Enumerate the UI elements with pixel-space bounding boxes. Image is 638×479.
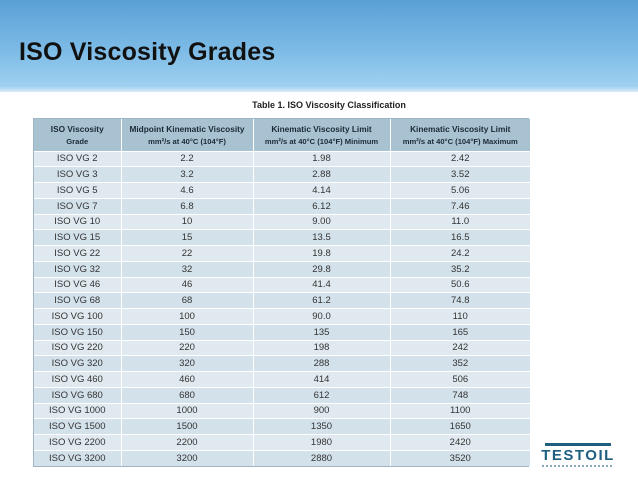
cell-grade: ISO VG 2200	[34, 435, 121, 451]
cell-maximum: 35.2	[390, 261, 530, 277]
header-row-2	[34, 135, 530, 151]
title-bar	[0, 0, 638, 92]
table-row	[34, 261, 530, 277]
cell-maximum: 242	[390, 340, 530, 356]
cell-maximum: 5.06	[390, 183, 530, 199]
cell-midpoint: 6.8	[121, 198, 253, 214]
viscosity-table	[34, 119, 530, 466]
logo-text: TESTOIL	[541, 447, 615, 464]
table-row	[34, 356, 530, 372]
cell-minimum: 61.2	[253, 293, 390, 309]
table-row	[34, 403, 530, 419]
cell-minimum: 4.14	[253, 183, 390, 199]
cell-minimum: 1350	[253, 419, 390, 435]
table-row	[34, 293, 530, 309]
cell-maximum: 16.5	[390, 230, 530, 246]
cell-grade: ISO VG 2	[34, 151, 121, 167]
cell-minimum: 2.88	[253, 167, 390, 183]
header-maximum-unit: mm²/s at 40°C (104°F) Maximum	[390, 135, 530, 151]
cell-midpoint: 320	[121, 356, 253, 372]
cell-midpoint: 680	[121, 387, 253, 403]
table-row	[34, 183, 530, 199]
cell-midpoint: 100	[121, 309, 253, 325]
cell-midpoint: 22	[121, 246, 253, 262]
cell-minimum: 2880	[253, 450, 390, 466]
cell-midpoint: 32	[121, 261, 253, 277]
cell-grade: ISO VG 1000	[34, 403, 121, 419]
header-minimum-unit: mm²/s at 40°C (104°F) Minimum	[253, 135, 390, 151]
header-row-1	[34, 119, 530, 135]
cell-maximum: 110	[390, 309, 530, 325]
cell-minimum: 90.0	[253, 309, 390, 325]
slide-title: ISO Viscosity Grades	[19, 38, 276, 66]
cell-midpoint: 3.2	[121, 167, 253, 183]
cell-minimum: 9.00	[253, 214, 390, 230]
cell-minimum: 1.98	[253, 151, 390, 167]
header-grade: ISO Viscosity	[34, 119, 121, 135]
table-row	[34, 340, 530, 356]
cell-minimum: 19.8	[253, 246, 390, 262]
cell-grade: ISO VG 46	[34, 277, 121, 293]
cell-midpoint: 2.2	[121, 151, 253, 167]
cell-grade: ISO VG 320	[34, 356, 121, 372]
cell-midpoint: 15	[121, 230, 253, 246]
cell-midpoint: 150	[121, 324, 253, 340]
cell-minimum: 41.4	[253, 277, 390, 293]
logo-tagline-rule	[542, 465, 614, 467]
cell-maximum: 1650	[390, 419, 530, 435]
table-row	[34, 214, 530, 230]
cell-minimum: 612	[253, 387, 390, 403]
cell-grade: ISO VG 7	[34, 198, 121, 214]
cell-midpoint: 220	[121, 340, 253, 356]
cell-minimum: 13.5	[253, 230, 390, 246]
table-row	[34, 151, 530, 167]
cell-grade: ISO VG 1500	[34, 419, 121, 435]
cell-minimum: 288	[253, 356, 390, 372]
cell-minimum: 6.12	[253, 198, 390, 214]
header-grade-sub: Grade	[34, 135, 121, 151]
cell-minimum: 1980	[253, 435, 390, 451]
table-row	[34, 309, 530, 325]
header-minimum: Kinematic Viscosity Limit	[253, 119, 390, 135]
cell-maximum: 748	[390, 387, 530, 403]
cell-midpoint: 4.6	[121, 183, 253, 199]
cell-minimum: 414	[253, 372, 390, 388]
table-row	[34, 230, 530, 246]
cell-maximum: 1100	[390, 403, 530, 419]
cell-grade: ISO VG 15	[34, 230, 121, 246]
cell-maximum: 2.42	[390, 151, 530, 167]
cell-maximum: 11.0	[390, 214, 530, 230]
cell-grade: ISO VG 3200	[34, 450, 121, 466]
cell-midpoint: 3200	[121, 450, 253, 466]
table-row	[34, 419, 530, 435]
table-caption: Table 1. ISO Viscosity Classification	[252, 100, 406, 110]
cell-minimum: 29.8	[253, 261, 390, 277]
cell-midpoint: 1500	[121, 419, 253, 435]
cell-midpoint: 460	[121, 372, 253, 388]
header-midpoint-unit: mm²/s at 40°C (104°F)	[121, 135, 253, 151]
cell-maximum: 165	[390, 324, 530, 340]
cell-grade: ISO VG 680	[34, 387, 121, 403]
cell-midpoint: 10	[121, 214, 253, 230]
table-row	[34, 435, 530, 451]
cell-minimum: 198	[253, 340, 390, 356]
logo-bar	[545, 443, 611, 446]
cell-midpoint: 1000	[121, 403, 253, 419]
cell-minimum: 900	[253, 403, 390, 419]
cell-grade: ISO VG 68	[34, 293, 121, 309]
cell-maximum: 3.52	[390, 167, 530, 183]
testoil-logo	[540, 443, 616, 471]
cell-grade: ISO VG 5	[34, 183, 121, 199]
cell-grade: ISO VG 150	[34, 324, 121, 340]
cell-grade: ISO VG 100	[34, 309, 121, 325]
table-row	[34, 246, 530, 262]
viscosity-table-container	[33, 118, 529, 467]
cell-minimum: 135	[253, 324, 390, 340]
table-row	[34, 387, 530, 403]
cell-maximum: 7.46	[390, 198, 530, 214]
table-row	[34, 450, 530, 466]
cell-maximum: 24.2	[390, 246, 530, 262]
header-midpoint: Midpoint Kinematic Viscosity	[121, 119, 253, 135]
table-row	[34, 372, 530, 388]
header-maximum: Kinematic Viscosity Limit	[390, 119, 530, 135]
cell-midpoint: 46	[121, 277, 253, 293]
cell-grade: ISO VG 3	[34, 167, 121, 183]
cell-maximum: 506	[390, 372, 530, 388]
table-body	[34, 151, 530, 466]
cell-grade: ISO VG 32	[34, 261, 121, 277]
table-row	[34, 198, 530, 214]
cell-grade: ISO VG 460	[34, 372, 121, 388]
cell-maximum: 74.8	[390, 293, 530, 309]
table-row	[34, 167, 530, 183]
cell-grade: ISO VG 22	[34, 246, 121, 262]
cell-maximum: 352	[390, 356, 530, 372]
cell-midpoint: 2200	[121, 435, 253, 451]
cell-maximum: 3520	[390, 450, 530, 466]
cell-maximum: 50.6	[390, 277, 530, 293]
cell-grade: ISO VG 10	[34, 214, 121, 230]
cell-grade: ISO VG 220	[34, 340, 121, 356]
table-header	[34, 119, 530, 151]
table-row	[34, 277, 530, 293]
cell-maximum: 2420	[390, 435, 530, 451]
cell-midpoint: 68	[121, 293, 253, 309]
table-row	[34, 324, 530, 340]
